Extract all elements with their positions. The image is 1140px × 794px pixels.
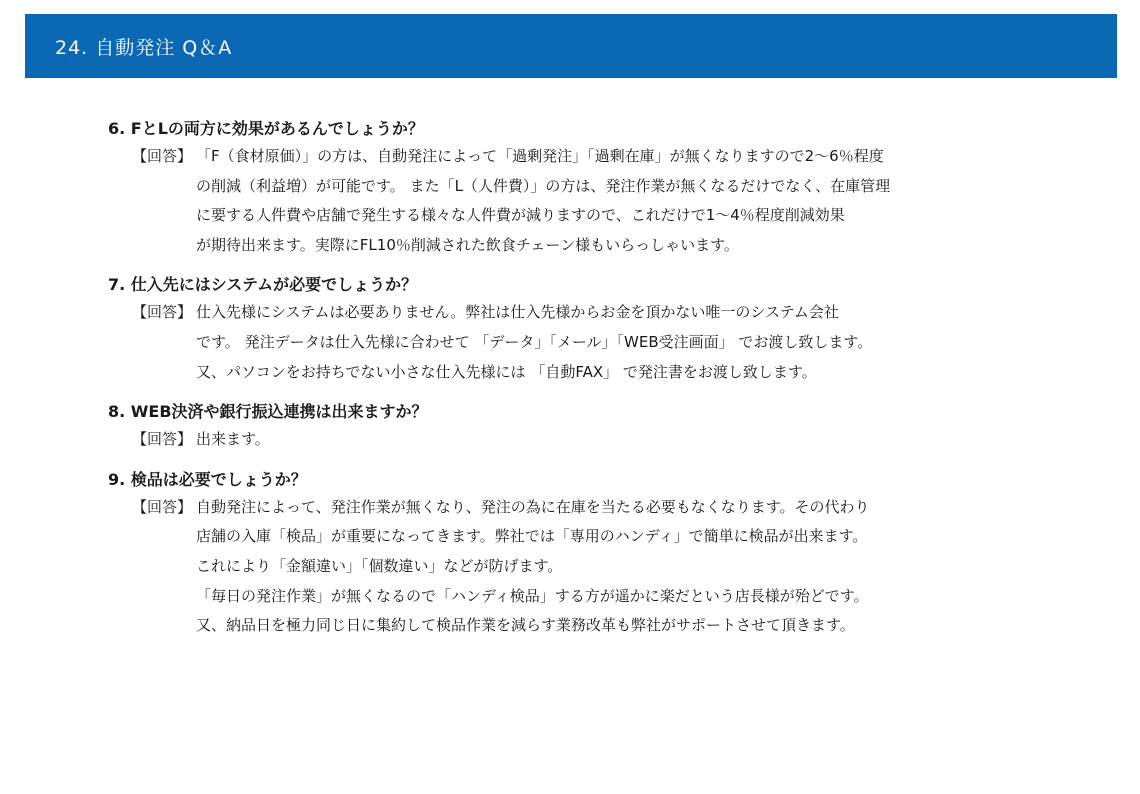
answer-label: 【回答】 [132,303,193,322]
answer-line: に要する人件費や店舗で発生する様々な人件費が減りますので、これだけで1～4％程度削減効果 [196,206,845,225]
answer-line: 「毎日の発注作業」が無くなるので「ハンディ検品」する方が遥かに楽だという店長様が殆どです。 [196,586,869,605]
answer-block [132,142,1088,260]
answer-line: 店舗の入庫「検品」が重要になってきます。弊社では「専用のハンディ」で簡単に検品が出来ます。 [196,527,868,546]
header-bar [25,14,1117,78]
answer-line: 「F（食材原価）」の方は、自動発注によって「過剰発注」「過剰在庫」が無くなりますので2～6％程度 [196,147,884,165]
qa-item [108,467,1088,641]
qa-item [108,116,1088,260]
qa-item [108,272,1088,387]
question-text: 6. FとLの両方に効果があるんでしょうか？ [108,119,424,138]
answer-line: の削減（利益増）が可能です。 また「L（人件費）」の方は、発注作業が無くなるだけでなく、在庫管理 [196,176,891,195]
answer-block [132,493,1088,641]
answer-line: 又、納品日を極力同じ日に集約して検品作業を減らす業務改革も弊社がサポートさせて頂きます。 [196,616,855,635]
answer-line: 自動発注によって、発注作業が無くなり、発注の為に在庫を当たる必要もなくなります。その代わり [196,497,870,516]
answer-label: 【回答】 [132,147,193,165]
page-title: 24. 自動発注 Q＆A [55,36,233,59]
question-text: 7. 仕入先にはシステムが必要でしょうか？ [108,275,418,295]
answer-line: 又、パソコンをお持ちでない小さな仕入先様には 「自動FAX」 で発注書をお渡し致します。 [196,362,817,381]
question-text: 9. 検品は必要でしょうか？ [108,469,307,489]
answer-block [132,425,1088,455]
answer-label: 【回答】 [132,497,193,516]
qa-item [108,399,1088,455]
answer-label: 【回答】 [132,430,193,449]
question-text: 8. WEB決済や銀行振込連携は出来ますか？ [108,402,428,422]
qa-list [108,116,1088,653]
answer-line: です。 発注データは仕入先様に合わせて 「データ」「メール」「WEB受注画面」 でお渡し致します。 [196,332,873,351]
answer-line: 仕入先様にシステムは必要ありません。弊社は仕入先様からお金を頂かない唯一のシステム会社 [196,303,839,322]
answer-line: これにより「金額違い」「個数違い」などが防げます。 [196,556,563,575]
answer-line: 出来ます。 [196,430,270,449]
answer-line: が期待出来ます。実際にFL10％削減された飲食チェーン様もいらっしゃいます。 [196,235,739,254]
answer-block [132,298,1088,387]
